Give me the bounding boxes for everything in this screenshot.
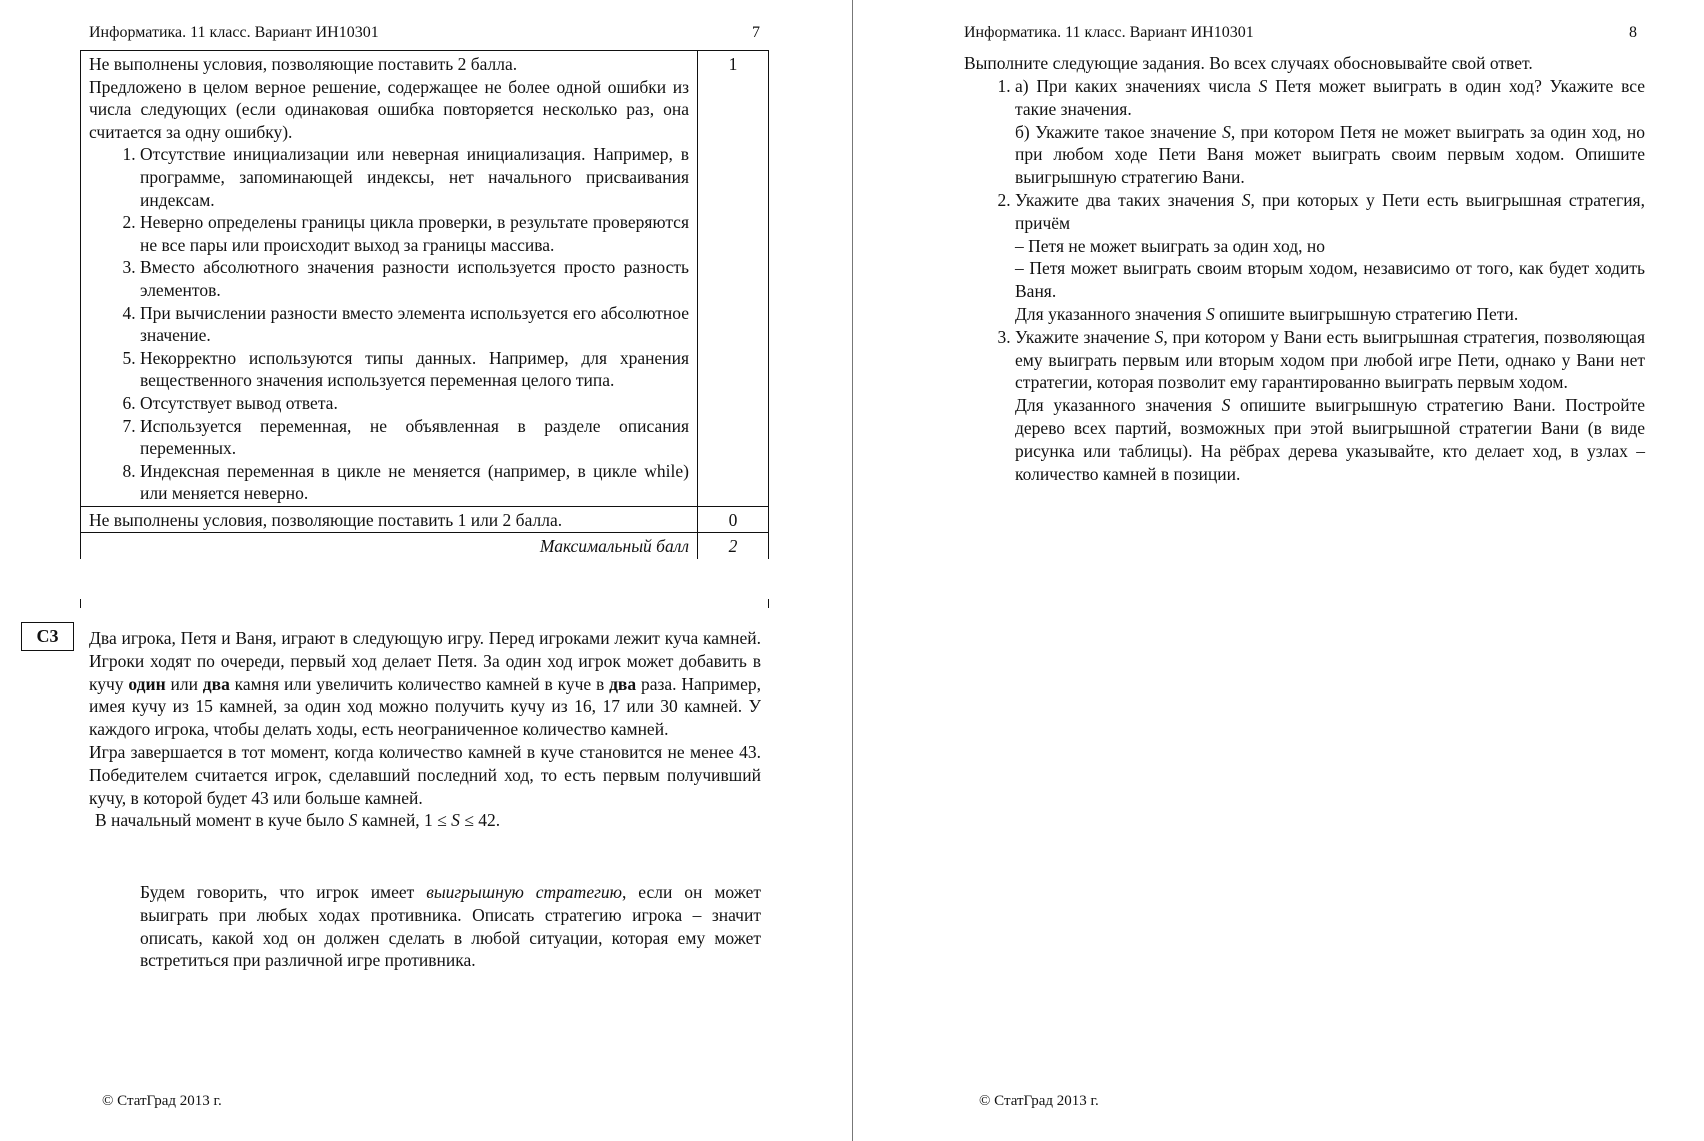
text-run: В начальный момент в куче было <box>95 810 349 831</box>
variable-s: S <box>1222 121 1231 142</box>
page-header: Информатика. 11 класс. Вариант ИН10301 <box>89 24 379 41</box>
text-run: камня или увеличить количество камней в куче в <box>229 673 610 694</box>
max-score-value: 2 <box>698 533 769 559</box>
text-run: Будем говорить, что игрок имеет <box>140 882 427 902</box>
task-1b <box>1015 121 1645 189</box>
task-1a <box>1015 75 1645 121</box>
task-item-2 <box>1015 189 1645 326</box>
text-run: камней, 1 ≤ <box>357 810 452 831</box>
task-list <box>964 75 1645 485</box>
variable-s: S <box>1241 189 1251 210</box>
variable-s: S <box>451 810 460 831</box>
task-item-3 <box>1015 326 1645 486</box>
error-item: 4. При вычислении разности вместо элемента используется его абсолютное значение. <box>140 302 689 347</box>
score-cell: 1 <box>698 51 769 507</box>
error-item: 8. Индексная переменная в цикле не меняется (например, в цикле while) или меняется неверно. <box>140 460 689 505</box>
error-item: 2. Неверно определены границы цикла проверки, в результате проверяются не все пары или происходит выход за границы массива. <box>140 211 689 256</box>
error-item: 7. Используется переменная, не объявленная в разделе описания переменных. <box>140 415 689 460</box>
bold-run: два <box>609 673 637 694</box>
page-footer: © СтатГрад 2013 г. <box>102 1093 222 1109</box>
task-3-strategy <box>1015 394 1645 485</box>
tasks-intro: Выполните следующие задания. Во всех случаях обосновывайте свой ответ. <box>964 53 1533 73</box>
text-run: Два игрока, Петя и Ваня, играют в следующую игру. Перед игроками лежит куча камней. Игроки ходят по очереди, первый ход делает Петя. За один ход игрок может добавить в кучу <box>89 628 761 694</box>
text-run: , если он может выиграть при любых ходах противника. Описать стратегию игрока – значит описать, какой ход он должен сделать в любой ситуации, которая ему может встретиться при различной игре противника. <box>140 882 761 971</box>
task-paragraph: Игра завершается в тот момент, когда количество камней в куче становится не менее 43. Победителем считается игрок, сделавший последний ход, то есть первым получивший кучу, в которой будет 43 или больше камней. <box>89 741 761 808</box>
page-header: Информатика. 11 класс. Вариант ИН10301 <box>964 24 1254 41</box>
page-footer: © СтатГрад 2013 г. <box>979 1093 1099 1109</box>
text-run: Для указанного значения <box>1015 303 1206 324</box>
error-item: 1. Отсутствие инициализации или неверная инициализация. Например, в программе, запоминающей индексы, нет начального присваивания индексам. <box>140 143 689 211</box>
variable-s: S <box>348 810 358 831</box>
variable-s: S <box>1154 326 1164 347</box>
text-run: раза. Например, имея кучу из 15 камней, за один ход можно получить кучу из 16, 17 или 30 камней. У каждого игрока, чтобы делать ходы, есть неограниченное количество камней. <box>89 673 761 740</box>
text-run: , при котором Петя не может выиграть за один ход, но при любом ходе Пети Ваня может выиграть своим первым ходом. Опишите выигрышную стратегию Вани. <box>1015 121 1646 188</box>
score-cell: 0 <box>698 506 769 533</box>
text-run: или <box>165 673 203 694</box>
task-2-strategy <box>1015 303 1645 326</box>
text-run: Петя может выиграть в один ход? Укажите все такие значения. <box>1015 76 1645 119</box>
text-run: ≤ 42. <box>459 810 501 831</box>
page-number: 8 <box>1629 24 1637 41</box>
text-run: , при котором у Вани есть выигрышная стратегия, позволяющая ему выиграть первым или вторым ходом при любой игре Пети, однако у Вани нет стратегии, которая позволит ему гарантированно выиграть первым ходом. <box>1015 326 1646 393</box>
max-score-label: Максимальный балл <box>81 533 698 559</box>
text-run: б) Укажите такое значение <box>1015 121 1223 142</box>
bold-run: два <box>202 673 230 694</box>
task-3-text <box>1015 326 1645 394</box>
criteria-condition: Не выполнены условия, позволяющие поставить 2 балла. <box>89 54 518 74</box>
task-2-text <box>1015 189 1645 235</box>
task-item-1 <box>1015 75 1645 189</box>
italic-run: выигрышную стратегию <box>426 882 623 902</box>
task-2-condition: – Петя не может выиграть за один ход, но <box>1015 235 1325 256</box>
criteria-intro: Предложено в целом верное решение, содержащее не более одной ошибки из числа следующих (если одинаковая ошибка повторяется несколько раз, она считается за одну ошибку). <box>89 76 689 142</box>
text-run: Укажите значение <box>1015 326 1155 347</box>
text-run: а) При каких значениях числа <box>1015 76 1259 96</box>
page-number: 7 <box>752 24 760 41</box>
variable-s: S <box>1205 303 1215 324</box>
task-label: C3 <box>21 622 74 651</box>
task-2-condition: – Петя может выиграть своим вторым ходом, независимо от того, как будет ходить Ваня. <box>1015 258 1645 302</box>
text-run: Для указанного значения <box>1015 395 1222 416</box>
text-run: , при которых у Пети есть выигрышная стратегия, причём <box>1015 189 1645 233</box>
text-run: Укажите два таких значения <box>1015 189 1242 210</box>
text-run: опишите выигрышную стратегию Пети. <box>1214 303 1519 324</box>
error-item: 5. Некорректно используются типы данных. Например, для хранения вещественного значения используется переменная целого типа. <box>140 347 689 392</box>
criteria-text-cell: Не выполнены условия, позволяющие поставить 1 или 2 балла. <box>81 506 698 533</box>
error-item: 6. Отсутствует вывод ответа. <box>140 392 689 415</box>
variable-s: S <box>1258 76 1268 96</box>
variable-s: S <box>1221 395 1231 416</box>
bold-run: один <box>128 673 166 694</box>
error-item: 3. Вместо абсолютного значения разности используется просто разность элементов. <box>140 256 689 301</box>
text-run: опишите выигрышную стратегию Вани. Постройте дерево всех партий, возможных при этой выигрышной стратегии Вани (в виде рисунка или таблицы). На рёбрах дерева указывайте, кто делает ход, в узлах – количество камней в позиции. <box>1015 395 1645 484</box>
